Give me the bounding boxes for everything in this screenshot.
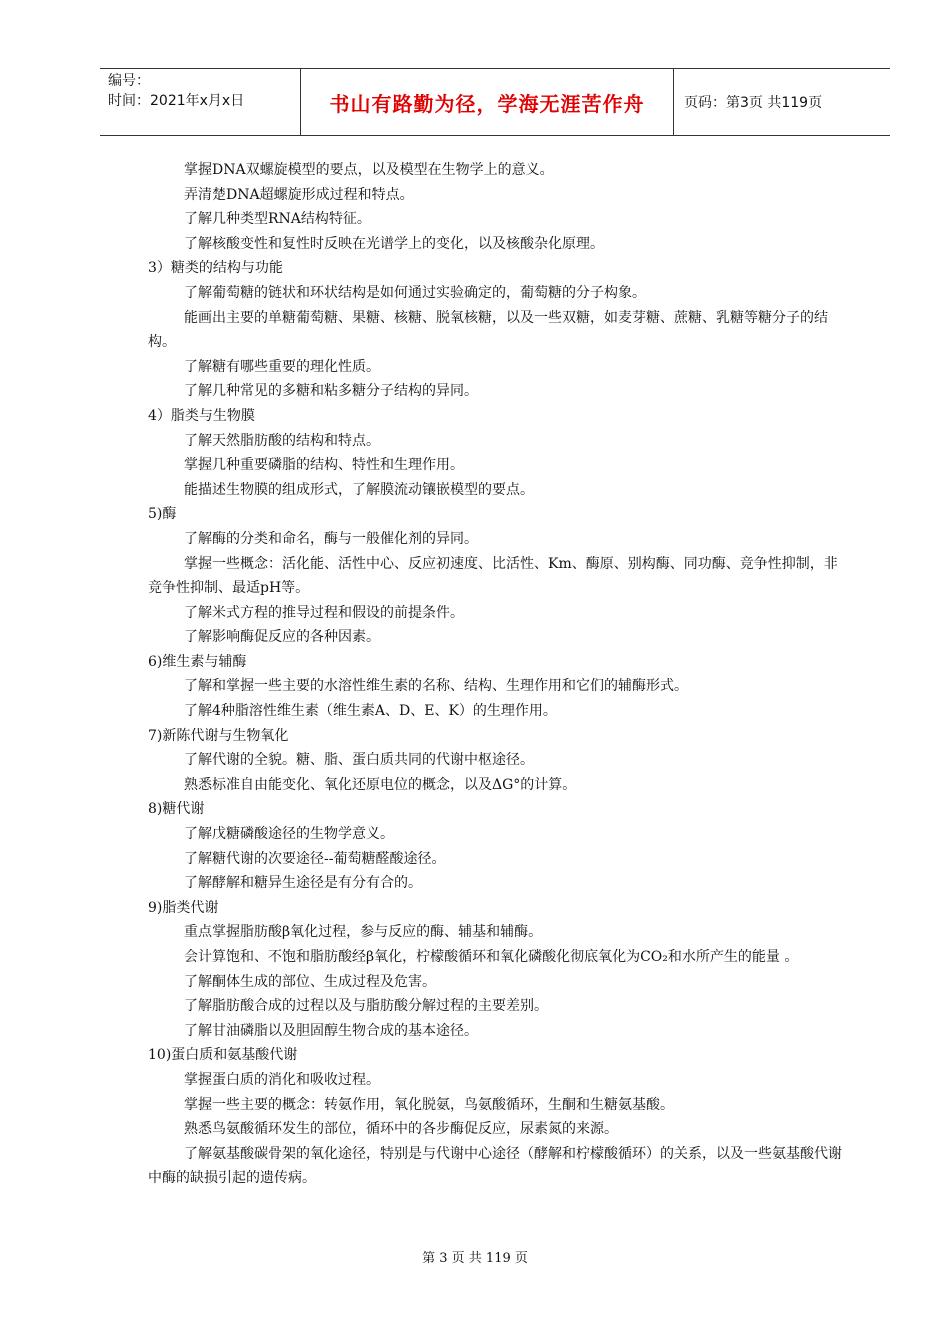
section-heading: 6)维生素与辅酶 [148,653,247,670]
section-heading: 4）脂类与生物膜 [148,407,255,424]
section-heading: 7)新陈代谢与生物氧化 [148,727,289,744]
paragraph: 了解和掌握一些主要的水溶性维生素的名称、结构、生理作用和它们的辅酶形式。 [184,678,688,695]
paragraph: 了解核酸变性和复性时反映在光谱学上的变化，以及核酸杂化原理。 [184,235,604,252]
section-heading: 5)酶 [148,506,177,523]
paragraph: 熟悉鸟氨酸循环发生的部位，循环中的各步酶促反应，尿素氮的来源。 [184,1121,618,1138]
paragraph: 了解糖有哪些重要的理化性质。 [184,358,380,375]
paragraph: 重点掌握脂肪酸β氧化过程，参与反应的酶、辅基和辅酶。 [184,924,543,941]
paragraph: 了解天然脂肪酸的结构和特点。 [184,432,380,449]
header-motto: 书山有路勤为径，学海无涯苦作舟 [301,69,674,135]
paragraph: 了解酮体生成的部位、生成过程及危害。 [184,973,436,990]
page-header [100,68,890,136]
paragraph: 了解脂肪酸合成的过程以及与脂肪酸分解过程的主要差别。 [184,998,548,1015]
paragraph: 掌握蛋白质的消化和吸收过程。 [184,1071,380,1088]
paragraph: 能描述生物膜的组成形式，了解膜流动镶嵌模型的要点。 [184,481,534,498]
paragraph: 了解糖代谢的次要途径--葡萄糖醛酸途径。 [184,850,446,867]
paragraph: 了解4种脂溶性维生素（维生素A、D、E、K）的生理作用。 [184,703,557,720]
paragraph: 掌握DNA双螺旋模型的要点，以及模型在生物学上的意义。 [184,162,554,178]
time-label: 时间：2021年x月x日 [108,93,245,109]
paragraph: 能画出主要的单糖葡萄糖、果糖、核糖、脱氧核糖，以及一些双糖，如麦芽糖、蔗糖、乳糖等糖分子的结构。 [148,309,828,351]
paragraph: 掌握几种重要磷脂的结构、特性和生理作用。 [184,457,464,474]
paragraph: 了解酶的分类和命名，酶与一般催化剂的异同。 [184,530,478,547]
paragraph: 了解酵解和糖异生途径是有分有合的。 [184,875,422,892]
paragraph: 了解代谢的全貌。糖、脂、蛋白质共同的代谢中枢途径。 [184,752,534,769]
paragraph: 会计算饱和、不饱和脂肪酸经β氧化，柠檬酸循环和氧化磷酸化彻底氧化为CO₂和水所产生的能量 。 [184,949,799,965]
paragraph: 了解葡萄糖的链状和环状结构是如何通过实验确定的，葡萄糖的分子构象。 [184,284,646,301]
section-heading: 10)蛋白质和氨基酸代谢 [148,1047,298,1064]
paragraph: 掌握一些概念：活化能、活性中心、反应初速度、比活性、Km、酶原、别构酶、同功酶、竞争性抑制，非竞争性抑制、最适pH等。 [148,555,838,597]
paragraph: 了解甘油磷脂以及胆固醇生物合成的基本途径。 [184,1022,478,1039]
paragraph: 了解米式方程的推导过程和假设的前提条件。 [184,604,464,621]
paragraph: 熟悉标准自由能变化、氧化还原电位的概念，以及ΔG°的计算。 [184,776,577,793]
section-heading: 8)糖代谢 [148,801,205,818]
paragraph: 了解几种类型RNA结构特征。 [184,211,371,228]
section-heading: 9)脂类代谢 [148,899,219,916]
number-label: 编号： [108,73,150,89]
section-heading: 3）糖类的结构与功能 [148,260,283,277]
document-body [148,158,848,1191]
paragraph: 了解戊糖磷酸途径的生物学意义。 [184,826,394,843]
paragraph: 弄清楚DNA超螺旋形成过程和特点。 [184,186,414,203]
paragraph: 了解几种常见的多糖和粘多糖分子结构的异同。 [184,383,478,400]
paragraph: 掌握一些主要的概念：转氨作用，氧化脱氨，鸟氨酸循环，生酮和生糖氨基酸。 [184,1096,674,1113]
header-meta [100,69,301,135]
paragraph: 了解影响酶促反应的各种因素。 [184,629,380,646]
paragraph: 了解氨基酸碳骨架的氧化途径，特别是与代谢中心途径（酵解和柠檬酸循环）的关系，以及一些氨基酸代谢中酶的缺损引起的遗传病。 [148,1145,842,1187]
header-page-info: 页码：第3页 共119页 [684,95,823,111]
page-footer: 第 3 页 共 119 页 [422,1251,528,1266]
